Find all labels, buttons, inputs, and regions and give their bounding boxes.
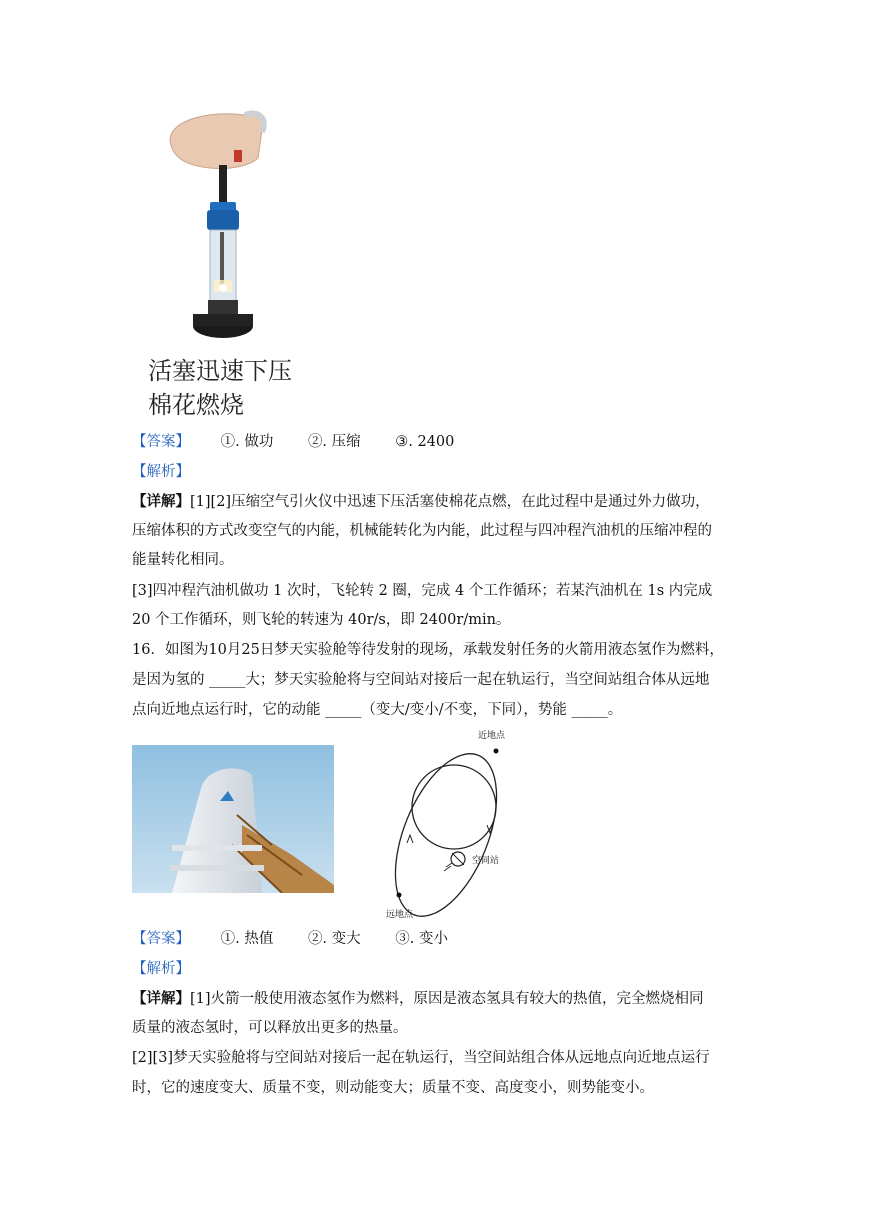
question16-line1: 16．如图为10月25日梦天实验舱等待发射的现场，承载发射任务的火箭用液态氢作为燃料， <box>132 642 724 658</box>
figure1-caption-line2: 棉花燃烧 <box>148 391 244 419</box>
fire-syringe-illustration <box>150 110 310 346</box>
rocket-photo-illustration <box>132 745 334 893</box>
detail1-line3: 能量转化相同。 <box>132 552 234 568</box>
detail2-line1 <box>132 989 704 1009</box>
analysis1-label: 【解析】 <box>132 464 190 480</box>
orbit-diagram <box>380 725 530 925</box>
answer2-row <box>132 929 448 949</box>
detail1-line2: 压缩体积的方式改变空气的内能，机械能转化为内能，此过程与四冲程汽油机的压缩冲程的 <box>132 523 712 539</box>
perigee-dot <box>494 749 499 754</box>
detail1-text1: [1][2]压缩空气引火仪中迅速下压活塞使棉花点燃，在此过程中是通过外力做功， <box>190 494 710 510</box>
answer1-option1: ①. 做功 <box>220 434 274 450</box>
answer1-option3: ③. 2400 <box>395 434 455 450</box>
detail1-line4: [3]四冲程汽油机做功 1 次时，飞轮转 2 圈，完成 4 个工作循环；若某汽油机在 1s 内完成 <box>132 583 713 599</box>
analysis2-label: 【解析】 <box>132 961 190 977</box>
earth-circle <box>412 765 496 849</box>
answer2-label: 【答案】 <box>132 931 190 947</box>
answer2-option2: ②. 变大 <box>307 931 361 947</box>
station-label: 空间站 <box>472 856 500 866</box>
detail2-text1: [1]火箭一般使用液态氢作为燃料，原因是液态氢具有较大的热值，完全燃烧相同 <box>190 991 704 1007</box>
detail2-line4: 时，它的速度变大、质量不变，则动能变大；质量不变、高度变小，则势能变小。 <box>132 1080 654 1096</box>
detail1-label: 【详解】 <box>132 493 190 510</box>
answer2-option1: ①. 热值 <box>220 931 274 947</box>
detail1-line5: 20 个工作循环，则飞轮的转速为 40r/s，即 2400r/min。 <box>132 612 511 628</box>
rocket-photo <box>132 745 334 893</box>
question16-line3: 点向近地点运行时，它的动能 _____（变大/变小/不变，下同），势能 _____。 <box>132 702 623 718</box>
apogee-label: 远地点 <box>386 910 414 920</box>
detail2-label: 【详解】 <box>132 990 190 1007</box>
detail2-line2: 质量的液态氢时，可以释放出更多的热量。 <box>132 1020 408 1036</box>
detail2-line3: [2][3]梦天实验舱将与空间站对接后一起在轨运行，当空间站组合体从远地点向近地点运行 <box>132 1050 710 1066</box>
answer1-row <box>132 432 454 452</box>
answer1-option2: ②. 压缩 <box>307 434 361 450</box>
orbit-ellipse <box>380 740 517 925</box>
perigee-label: 近地点 <box>478 731 506 741</box>
question16-line2: 是因为氢的 _____大；梦天实验舱将与空间站对接后一起在轨运行，当空间站组合体从远地 <box>132 672 710 688</box>
figure1-caption-line1: 活塞迅速下压 <box>148 357 292 385</box>
detail1-line1 <box>132 492 710 512</box>
apogee-dot <box>397 893 402 898</box>
answer1-label: 【答案】 <box>132 434 190 450</box>
fire-syringe-figure <box>150 110 310 346</box>
answer2-option3: ③. 变小 <box>395 931 448 947</box>
orbit-diagram-svg <box>380 725 530 925</box>
